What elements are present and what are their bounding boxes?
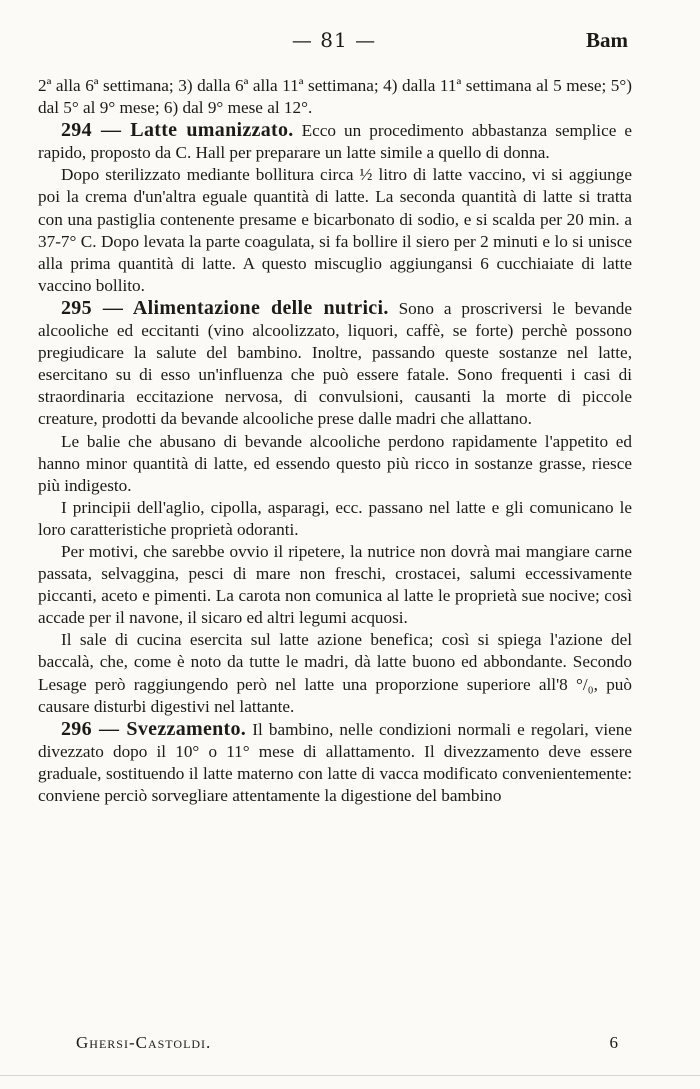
section-295-heading: 295 — Alimentazione delle nutrici. xyxy=(61,296,389,319)
page-header xyxy=(40,28,628,58)
paragraph-continuation: 2ª alla 6ª settimana; 3) dalla 6ª alla 11ª settimana; 4) dalla 11ª settimana al 5 mese; 5°) dal 5° al 9° mese; 6) dal 9° mese al 12°. xyxy=(38,76,632,118)
section-296-heading: 296 — Svezzamento. xyxy=(61,717,247,740)
paragraph-milk-procedure: Dopo sterilizzato mediante bollitura circa ½ litro di latte vaccino, vi si aggiunge poi la crema d'un'altra eguale quantità di latte. La seconda quantità di latte si tratta con una pastiglia contenente presame e bicarbonato di sodio, e si scalda per 20 min. a 37-7° C. Dopo levata la parte coagulata, si fa bollire il siero per 2 minuti e lo si unisce alla prima quantità di latte. A questo miscuglio aggiungansi 6 cucchiaiate di latte vaccino bollito. xyxy=(38,165,632,295)
running-head: Bam xyxy=(586,28,628,52)
page-footer xyxy=(76,1033,618,1053)
section-295 xyxy=(38,297,632,431)
footer-signature-mark: 6 xyxy=(609,1033,618,1052)
paragraph-motivi: Per motivi, che sarebbe ovvio il ripetere, la nutrice non dovrà mai mangiare carne passata, selvaggina, pesci di mare non freschi, crostacei, salumi eccessivamente piccanti, aceto e pimenti. La carota non comunica al latte le proprietà sue nocive; così accade per il navone, il sicaro ed altri legumi acquosi. xyxy=(38,541,632,628)
paragraph-balie: Le balie che abusano di bevande alcooliche perdono rapidamente l'appetito ed hanno minor quantità di latte, ed essendo questo più ricco in sostanze grasse, riesce più indigesto. xyxy=(38,431,632,495)
footer-author: Ghersi-Castoldi. xyxy=(76,1033,212,1052)
paragraph-sale: Il sale di cucina esercita sul latte azione benefica; così si spiega l'azione del baccalà, che, come è noto da tutte le madri, dà latte buono ed abbondante. Secondo Lesage però raggiungendo però nel latte una proporzione superiore all'8 °/₀, può causare disturbi digestivi nel lattante. xyxy=(38,630,632,716)
page-edge-divider xyxy=(0,1075,700,1076)
paragraph-principii: I principii dell'aglio, cipolla, asparagi, ecc. passano nel latte e gli comunicano le loro caratteristiche proprietà odoranti. xyxy=(38,497,632,539)
section-296-text: Il bambino, nelle condizioni normali e regolari, viene divezzato dopo il 10° o 11° mese di allattamento. Il divezzamento deve essere graduale, sostituendo il latte materno con latte di vacca modificato convenientemente: conviene perciò sorvegliare attentamente la digestione del bambino xyxy=(38,719,633,805)
section-294-heading: 294 — Latte umanizzato. xyxy=(61,119,294,142)
page-number: — 81 — xyxy=(291,28,377,52)
page-body xyxy=(38,75,632,807)
section-295-text: Sono a proscriversi le bevande alcooliche ed eccitanti (vino alcoolizzato, liquori, caffè, se forte) perchè possono pregiudicare la salute del bambino. Inoltre, passando queste sostanze nel latte, esercitano su di esso un'influenza che può essere fatale. Sono frequenti i casi di straordinaria eccitazione nervosa, di convulsioni, causanti la morte di piccole creature, prodotti da bevande alcooliche prese dalle madri che allattano. xyxy=(38,298,633,429)
section-294-text: Ecco un procedimento abbastanza semplice e rapido, proposto da C. Hall per preparare un latte simile a quello di donna. xyxy=(38,121,632,163)
section-296 xyxy=(38,718,632,807)
section-294 xyxy=(38,119,632,164)
